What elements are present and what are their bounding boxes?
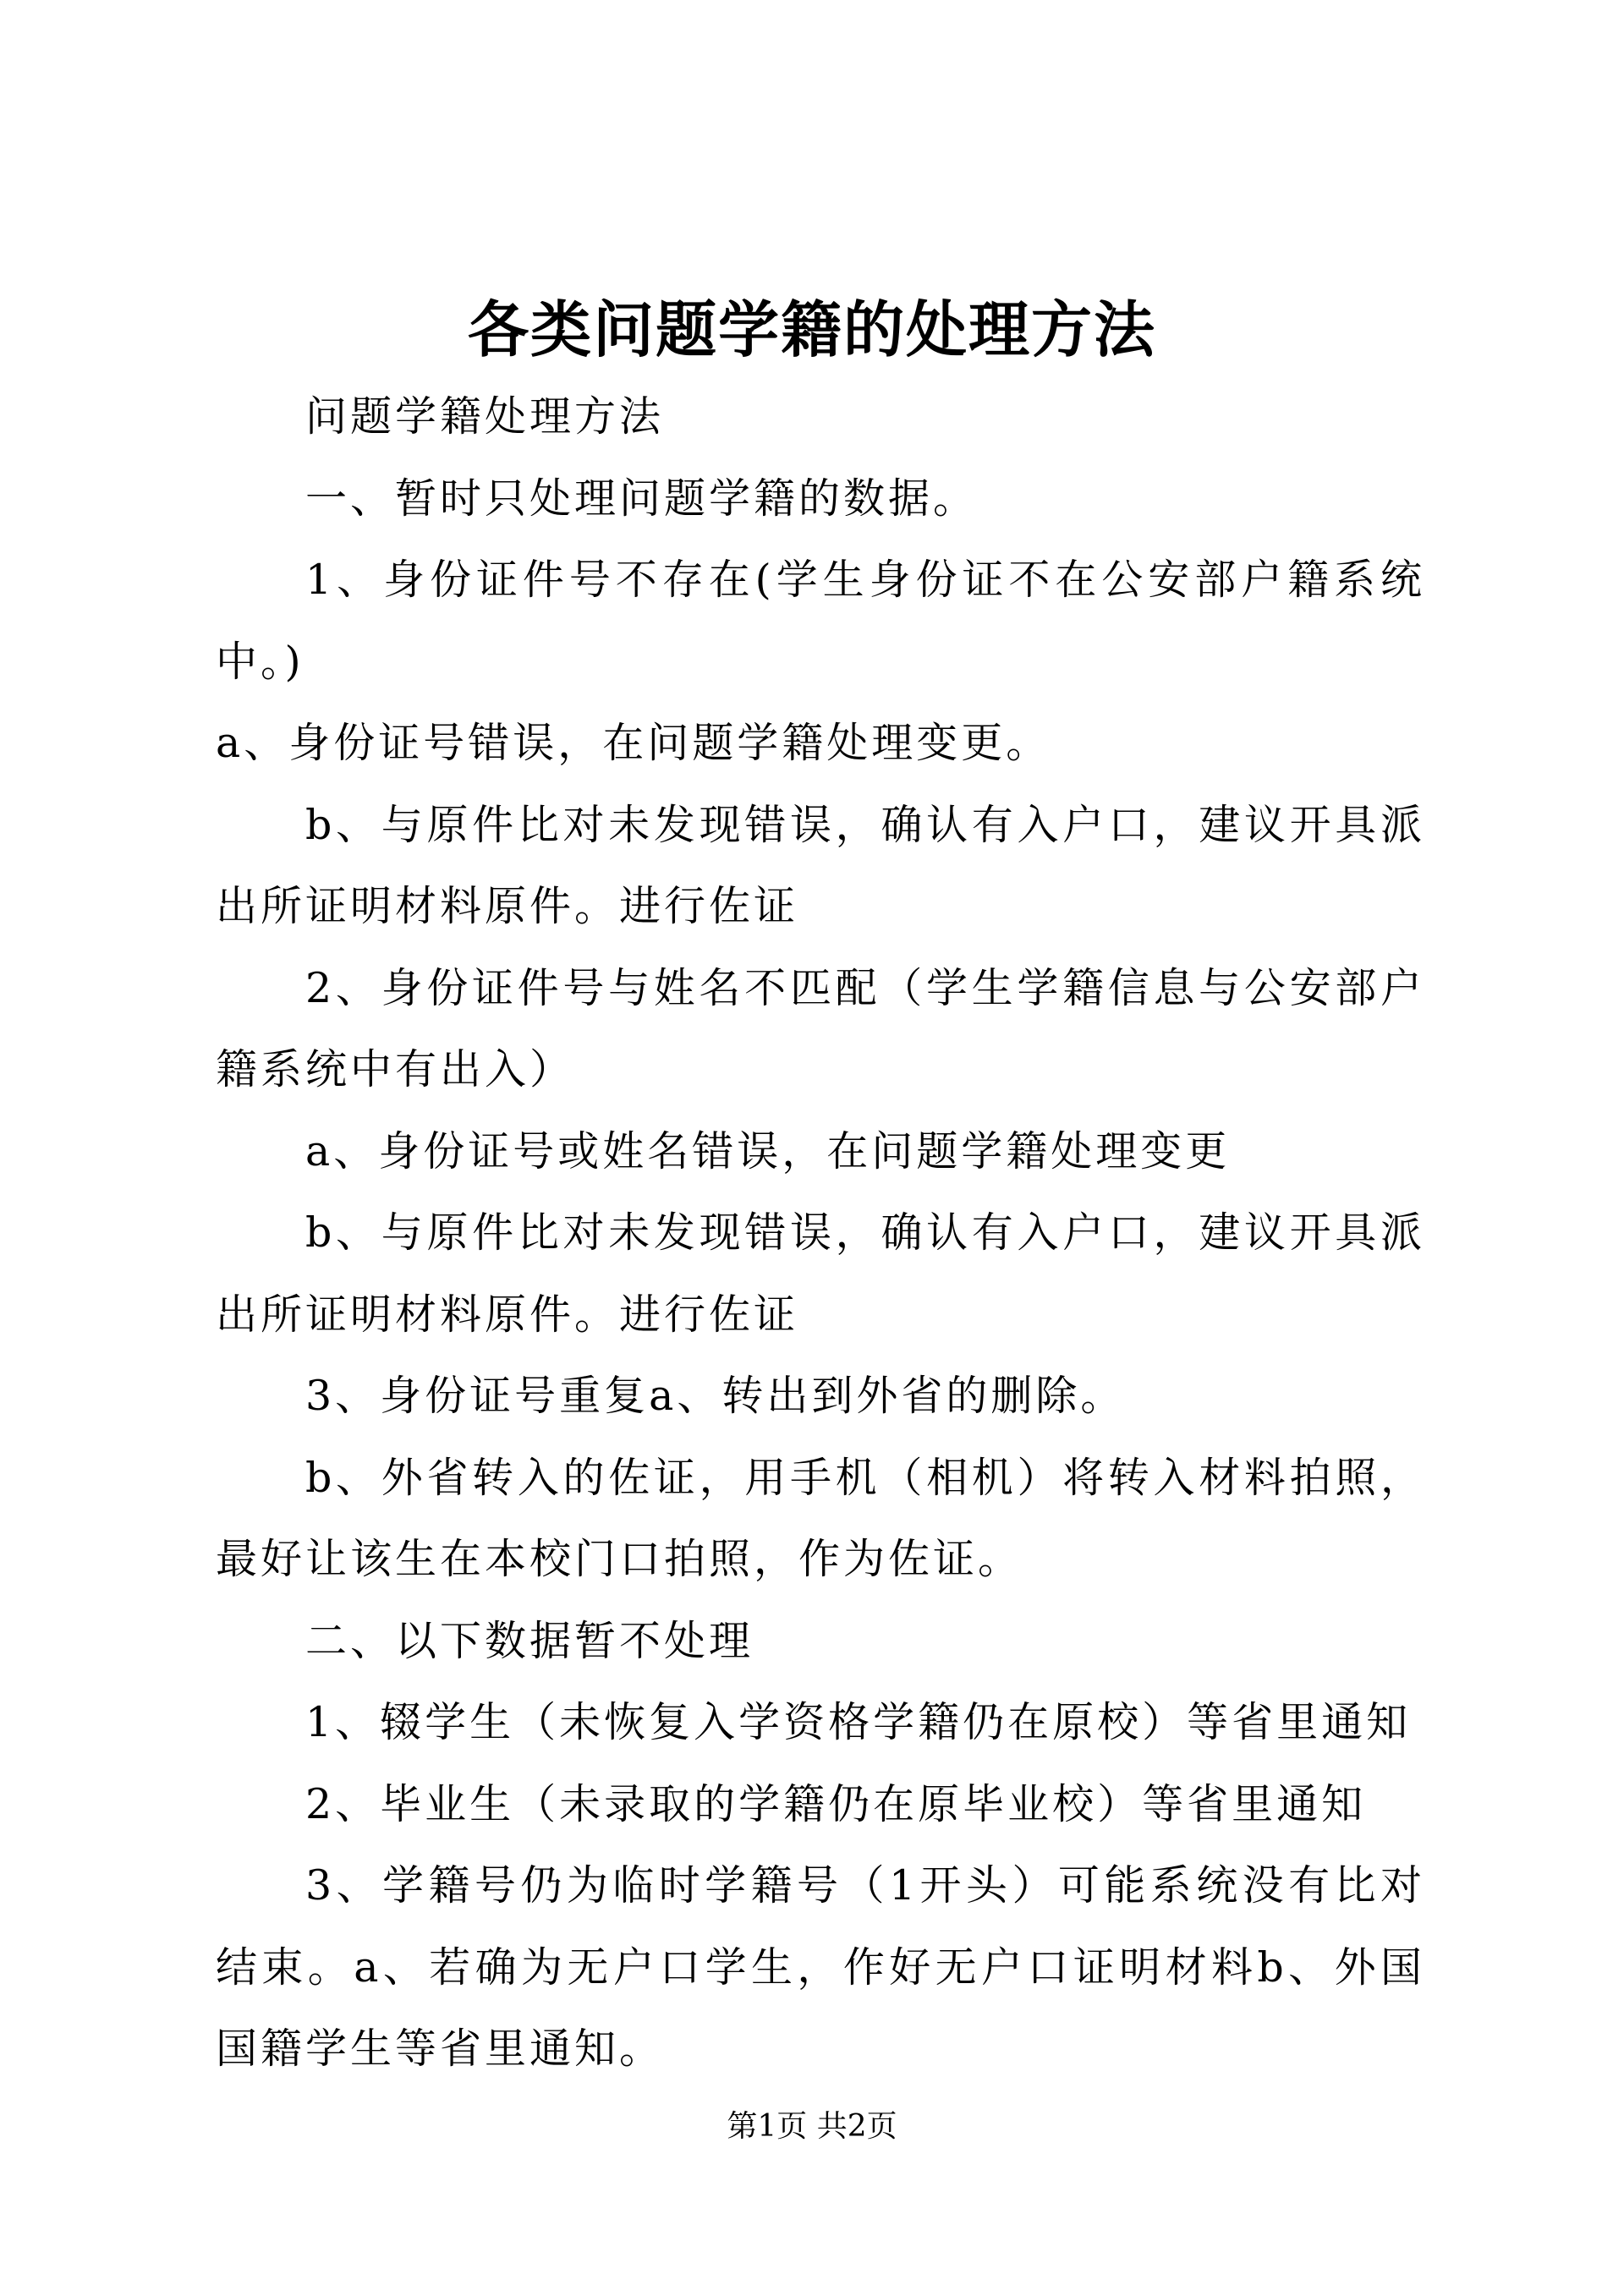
- paragraph-item-2: 2、身份证件号与姓名不匹配（学生学籍信息与公安部户籍系统中有出入）: [216, 963, 1425, 1093]
- document-body: [216, 376, 1425, 2091]
- paragraph-section-two-item-2: 2、毕业生（未录取的学籍仍在原毕业校）等省里通知: [305, 1779, 1367, 1828]
- paragraph-item-2a: a、身份证号或姓名错误，在问题学籍处理变更: [305, 1126, 1231, 1175]
- paragraph-item-2b: b、与原件比对未发现错误，确认有入户口，建议开具派出所证明材料原件。进行佐证: [216, 1208, 1425, 1339]
- paragraph-item-3b: b、外省转入的佐证，用手机（相机）将转入材料拍照，最好让该生在本校门口拍照，作为佐证。: [216, 1453, 1425, 1583]
- paragraph-item-1b: b、与原件比对未发现错误，确认有入户口，建议开具派出所证明材料原件。进行佐证: [216, 800, 1425, 930]
- paragraph-item-1: 1、身份证件号不存在(学生身份证不在公安部户籍系统中。): [216, 556, 1425, 686]
- paragraph-section-two-heading: 二、以下数据暂不处理: [305, 1616, 754, 1665]
- page-number-footer: 第1页 共2页: [727, 2109, 897, 2144]
- paragraph-item-1a: a、身份证号错误，在问题学籍处理变更。: [216, 719, 1051, 767]
- document-title: 各类问题学籍的处理方法: [467, 293, 1156, 365]
- paragraph-section-two-item-1: 1、辍学生（未恢复入学资格学籍仍在原校）等省里通知: [305, 1698, 1412, 1746]
- paragraph-subtitle: 问题学籍处理方法: [305, 392, 665, 441]
- paragraph-item-3: 3、身份证号重复a、转出到外省的删除。: [305, 1372, 1126, 1420]
- paragraph-section-one-heading: 一、暂时只处理问题学籍的数据。: [305, 474, 979, 523]
- paragraph-section-two-item-3: 3、学籍号仍为临时学籍号（1开头）可能系统没有比对结束。a、若确为无户口学生，作好无户口证明材料b、外国国籍学生等省里通知。: [216, 1861, 1425, 2073]
